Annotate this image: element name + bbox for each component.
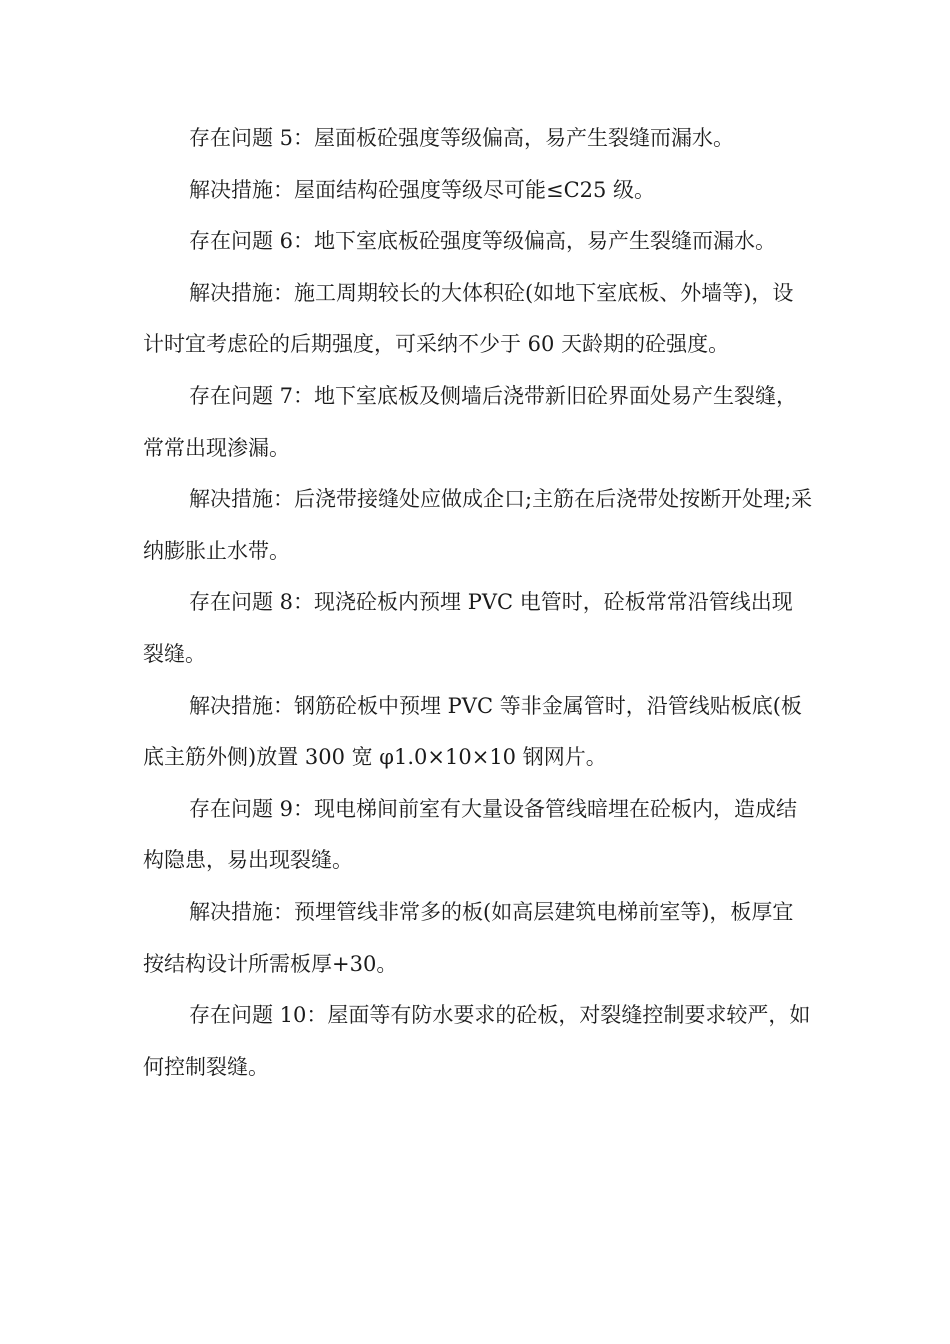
solution-6: 解决措施：施工周期较长的大体积砼(如地下室底板、外墙等)，设计时宜考虑砼的后期强度，可采纳不少于 60 天龄期的砼强度。	[143, 280, 794, 357]
problem-9: 存在问题 9：现电梯间前室有大量设备管线暗埋在砼板内，造成结构隐患，易出现裂缝。	[143, 796, 798, 873]
problem-8: 存在问题 8：现浇砼板内预埋 PVC 电管时，砼板常常沿管线出现裂缝。	[143, 590, 793, 666]
solution-8: 解决措施：钢筋砼板中预埋 PVC 等非金属管时，沿管线贴板底(板底主筋外侧)放置 300 宽 φ1.0×10×10 钢网片。	[143, 693, 802, 770]
problem-5: 存在问题 5：屋面板砼强度等级偏高，易产生裂缝而漏水。	[189, 126, 735, 150]
problem-6: 存在问题 6：地下室底板砼强度等级偏高，易产生裂缝而漏水。	[189, 229, 777, 254]
document-body	[143, 113, 813, 1093]
solution-5: 解决措施：屋面结构砼强度等级尽可能≤C25 级。	[189, 177, 656, 202]
solution-9: 解决措施：预埋管线非常多的板(如高层建筑电梯前室等)，板厚宜按结构设计所需板厚+30。	[143, 899, 794, 976]
problem-10: 存在问题 10：屋面等有防水要求的砼板，对裂缝控制要求较严，如何控制裂缝。	[143, 1003, 811, 1079]
solution-7: 解决措施：后浇带接缝处应做成企口;主筋在后浇带处按断开处理;采纳膨胀止水带。	[143, 487, 813, 563]
problem-7: 存在问题 7：地下室底板及侧墙后浇带新旧砼界面处易产生裂缝，常常出现渗漏。	[143, 383, 798, 460]
